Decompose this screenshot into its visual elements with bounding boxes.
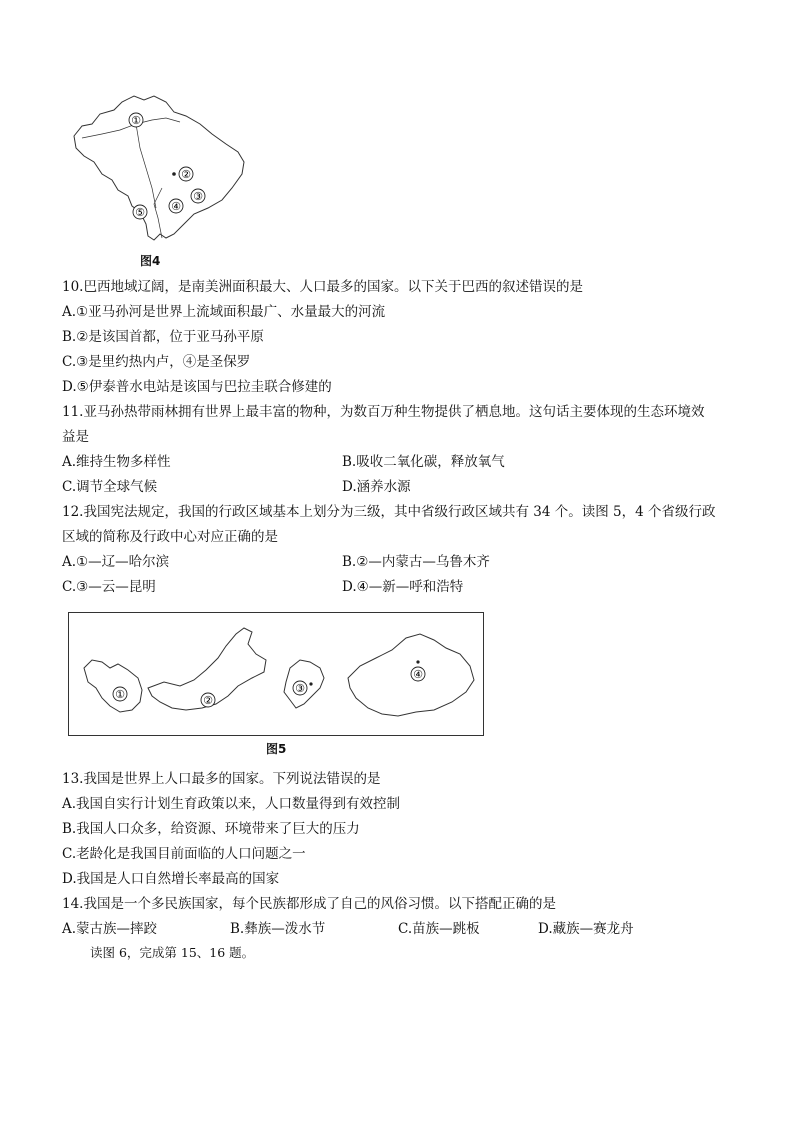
q14-option-d: D.藏族—赛龙舟 [538, 921, 634, 937]
brazil-outline [74, 96, 244, 240]
marker-1: ① [131, 114, 141, 127]
river-south [154, 188, 162, 238]
province-3-marker: ③ [295, 682, 305, 695]
marker-4: ④ [171, 200, 181, 213]
q11-option-d: D.涵养水源 [342, 479, 411, 495]
q12-stem-line1: 12.我国宪法规定，我国的行政区域基本上划分为三级，其中省级行政区域共有 34 个。读图 5，4 个省级行政 [62, 504, 716, 520]
q11-stem-line2: 益是 [62, 429, 89, 445]
figure5-caption: 图5 [266, 742, 287, 756]
q14-option-b: B.彝族—泼水节 [230, 921, 326, 937]
provinces-map-figure [68, 612, 484, 736]
q14-option-a: A.蒙古族—摔跤 [62, 921, 158, 937]
province-2-marker: ② [203, 694, 213, 707]
q13-option-c: C.老龄化是我国目前面临的人口问题之一 [62, 846, 306, 862]
q13-option-d: D.我国是人口自然增长率最高的国家 [62, 871, 280, 887]
marker-5: ⑤ [135, 206, 145, 219]
kunming-dot [309, 682, 312, 685]
urumqi-dot [416, 660, 419, 663]
q10-option-b: B.②是该国首都，位于亚马孙平原 [62, 329, 264, 345]
q13-stem: 13.我国是世界上人口最多的国家。下列说法错误的是 [62, 771, 381, 787]
q11-option-c: C.调节全球气候 [62, 479, 158, 495]
q14-option-c: C.苗族—跳板 [398, 921, 480, 937]
q12-option-a: A.①—辽—哈尔滨 [62, 554, 170, 570]
q13-option-a: A.我国自实行计划生育政策以来，人口数量得到有效控制 [62, 796, 401, 812]
q10-option-c: C.③是里约热内卢，④是圣保罗 [62, 354, 251, 370]
q12-option-c: C.③—云—昆明 [62, 579, 156, 595]
q13-option-b: B.我国人口众多，给资源、环境带来了巨大的压力 [62, 821, 360, 837]
inner-border [136, 124, 156, 208]
brazil-map-figure [62, 88, 252, 248]
q11-option-a: A.维持生物多样性 [62, 454, 171, 470]
q10-option-d: D.⑤伊泰普水电站是该国与巴拉圭联合修建的 [62, 379, 332, 395]
q14-stem: 14.我国是一个多民族国家，每个民族都形成了自己的风俗习惯。以下搭配正确的是 [62, 896, 556, 912]
province-1-marker: ① [115, 688, 125, 701]
q10-option-a: A.①亚马孙河是世界上流域面积最广、水量最大的河流 [62, 304, 386, 320]
q11-stem-line1: 11.亚马孙热带雨林拥有世界上最丰富的物种，为数百万种生物提供了栖息地。这句话主要体现的生态环境效 [62, 404, 705, 420]
brasilia-dot [172, 172, 176, 176]
figure4-caption: 图4 [140, 254, 161, 268]
province-1-outline [84, 660, 142, 712]
province-4-marker: ④ [413, 668, 423, 681]
q12-option-b: B.②—内蒙古—乌鲁木齐 [342, 554, 490, 570]
instruction-text: 读图 6，完成第 15、16 题。 [90, 945, 255, 960]
q12-stem-line2: 区域的简称及行政中心对应正确的是 [62, 529, 278, 545]
q12-option-d: D.④—新—呼和浩特 [342, 579, 464, 595]
q11-option-b: B.吸收二氧化碳，释放氧气 [342, 454, 505, 470]
marker-3: ③ [193, 190, 203, 203]
marker-2: ② [181, 168, 191, 181]
q10-stem: 10.巴西地域辽阔，是南美洲面积最大、人口最多的国家。以下关于巴西的叙述错误的是 [62, 279, 583, 295]
